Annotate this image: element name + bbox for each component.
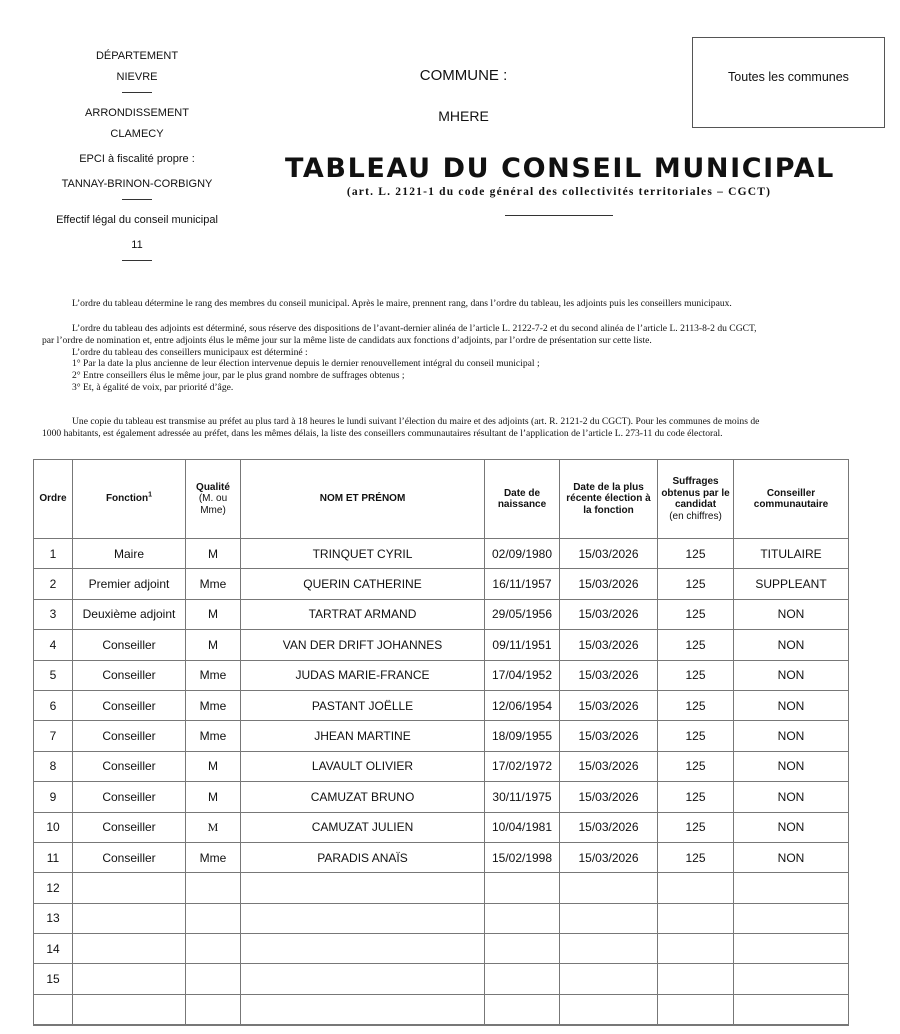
table-row — [34, 721, 849, 751]
cell-election: 15/03/2026 — [560, 751, 658, 781]
footnote-marker: 1 — [148, 491, 153, 499]
cell-naissance: 17/02/1972 — [485, 751, 560, 781]
cell-naissance — [485, 903, 560, 933]
cell-ordre: 4 — [34, 630, 73, 660]
cell-qualite: Mme — [186, 842, 241, 872]
paragraph-line: 1000 habitants, est également adressée au préfet, dans les mêmes délais, la liste des conseillers communautaires résultant de l’application de l’article L. 273-11 du code électoral. — [42, 427, 723, 439]
page-subtitle: (art. L. 2121-1 du code général des collectivités territoriales – CGCT) — [346, 186, 772, 198]
cell-communautaire: NON — [734, 599, 849, 629]
cell-qualite: Mme — [186, 569, 241, 599]
cell-communautaire: NON — [734, 812, 849, 842]
cell-communautaire: NON — [734, 842, 849, 872]
title-divider — [505, 215, 613, 216]
cell-qualite: Mme — [186, 721, 241, 751]
table-row-empty — [34, 903, 849, 933]
cell-nom: QUERIN CATHERINE — [241, 569, 485, 599]
cell-naissance: 16/11/1957 — [485, 569, 560, 599]
header-nom: NOM ET PRÉNOM — [241, 460, 485, 539]
cell-naissance: 29/05/1956 — [485, 599, 560, 629]
table-row — [34, 630, 849, 660]
paragraph-line: 2° Entre conseillers élus le même jour, par le plus grand nombre de suffrages obtenus ; — [72, 370, 405, 382]
cell-ordre: 11 — [34, 842, 73, 872]
cell-fonction — [73, 903, 186, 933]
cell-ordre: 13 — [34, 903, 73, 933]
scope-text: Toutes les communes — [728, 70, 849, 84]
cell-fonction: Conseiller — [73, 782, 186, 812]
cell-ordre: 8 — [34, 751, 73, 781]
effectif-value: 11 — [131, 239, 143, 251]
cell-suffrages — [658, 903, 734, 933]
page-title: TABLEAU DU CONSEIL MUNICIPAL — [285, 153, 835, 184]
table-header-row — [34, 460, 849, 539]
cell-election — [560, 994, 658, 1025]
cell-election: 15/03/2026 — [560, 539, 658, 569]
header-suffrages-label: Suffrages obtenus par le candidat — [661, 476, 730, 510]
divider — [122, 260, 152, 261]
commune-name: MHERE — [438, 108, 489, 124]
cell-election: 15/03/2026 — [560, 782, 658, 812]
cell-ordre: 5 — [34, 660, 73, 690]
header-ordre: Ordre — [34, 460, 73, 539]
header-qualite — [186, 460, 241, 539]
header-suffrages-sub: (en chiffres) — [669, 510, 722, 522]
table-row — [34, 782, 849, 812]
table-row-empty — [34, 964, 849, 994]
cell-qualite — [186, 903, 241, 933]
header-fonction-label: Fonction — [105, 493, 149, 505]
departement-value: NIEVRE — [116, 71, 158, 83]
departement-label: DÉPARTEMENT — [95, 50, 179, 62]
paragraph-line: L’ordre du tableau détermine le rang des membres du conseil municipal. Après le maire, prennent rang, dans l’ordre du tableau, les adjoints puis les conseillers municipaux. — [72, 298, 732, 309]
effectif-label: Effectif légal du conseil municipal — [56, 214, 218, 226]
cell-qualite — [186, 994, 241, 1025]
cell-qualite — [186, 934, 241, 964]
cell-fonction — [73, 934, 186, 964]
cell-naissance: 12/06/1954 — [485, 690, 560, 720]
table-row — [34, 599, 849, 629]
cell-fonction: Conseiller — [73, 751, 186, 781]
cell-nom: CAMUZAT JULIEN — [241, 812, 485, 842]
cell-nom — [241, 873, 485, 903]
cell-qualite: M — [186, 630, 241, 660]
cell-fonction: Conseiller — [73, 812, 186, 842]
cell-qualite: M — [186, 751, 241, 781]
cell-nom — [241, 994, 485, 1025]
cell-fonction — [73, 873, 186, 903]
cell-nom: PASTANT JOËLLE — [241, 690, 485, 720]
cell-suffrages: 125 — [658, 812, 734, 842]
cell-nom: TARTRAT ARMAND — [241, 599, 485, 629]
cell-suffrages: 125 — [658, 539, 734, 569]
cell-naissance: 09/11/1951 — [485, 630, 560, 660]
cell-election: 15/03/2026 — [560, 842, 658, 872]
table-row-empty — [34, 873, 849, 903]
cell-election: 15/03/2026 — [560, 721, 658, 751]
cell-nom — [241, 964, 485, 994]
cell-ordre: 9 — [34, 782, 73, 812]
cell-ordre: 3 — [34, 599, 73, 629]
paragraph-line: par l’ordre de nomination et, entre adjoints élus le même jour sur la même liste de candidats aux fonctions d’adjoints, par l’ordre de présentation sur cette liste. — [42, 334, 652, 346]
epci-value: TANNAY-BRINON-CORBIGNY — [61, 178, 213, 190]
cell-fonction — [73, 994, 186, 1025]
cell-nom: PARADIS ANAÏS — [241, 842, 485, 872]
cell-communautaire: NON — [734, 751, 849, 781]
cell-qualite — [186, 964, 241, 994]
cell-election: 15/03/2026 — [560, 690, 658, 720]
cell-election: 15/03/2026 — [560, 812, 658, 842]
table-row — [34, 842, 849, 872]
cell-fonction: Deuxième adjoint — [73, 599, 186, 629]
cell-election — [560, 873, 658, 903]
cell-suffrages: 125 — [658, 751, 734, 781]
cell-nom: CAMUZAT BRUNO — [241, 782, 485, 812]
commune-label: COMMUNE : — [419, 67, 508, 84]
cell-ordre: 2 — [34, 569, 73, 599]
cell-qualite: Mme — [186, 690, 241, 720]
cell-election: 15/03/2026 — [560, 660, 658, 690]
cell-communautaire — [734, 903, 849, 933]
cell-ordre: 1 — [34, 539, 73, 569]
epci-label: EPCI à fiscalité propre : — [79, 153, 195, 165]
cell-communautaire — [734, 994, 849, 1025]
header-qualite-sub: (M. ou Mme) — [198, 493, 228, 516]
cell-election: 15/03/2026 — [560, 630, 658, 660]
paragraph-order — [42, 298, 852, 310]
cell-ordre: 12 — [34, 873, 73, 903]
cell-communautaire: NON — [734, 782, 849, 812]
table-row — [34, 539, 849, 569]
cell-communautaire — [734, 873, 849, 903]
cell-ordre: 14 — [34, 934, 73, 964]
cell-suffrages: 125 — [658, 721, 734, 751]
cell-ordre — [34, 994, 73, 1025]
paragraph-adjoints — [42, 323, 852, 394]
cell-nom — [241, 903, 485, 933]
table-row-empty — [34, 934, 849, 964]
table-row — [34, 690, 849, 720]
cell-communautaire: NON — [734, 690, 849, 720]
header-qualite-label: Qualité — [196, 481, 230, 493]
cell-qualite: M — [186, 782, 241, 812]
table-row-empty — [34, 994, 849, 1025]
paragraph-line: 3° Et, à égalité de voix, par priorité d’âge. — [72, 381, 234, 393]
cell-qualite: Mme — [186, 660, 241, 690]
cell-nom: TRINQUET CYRIL — [241, 539, 485, 569]
cell-communautaire: NON — [734, 660, 849, 690]
cell-fonction — [73, 964, 186, 994]
cell-naissance: 18/09/1955 — [485, 721, 560, 751]
cell-communautaire: SUPPLEANT — [734, 569, 849, 599]
council-table — [33, 459, 849, 1026]
cell-nom: JHEAN MARTINE — [241, 721, 485, 751]
table-row — [34, 569, 849, 599]
header-naissance: Date de naissance — [485, 460, 560, 539]
paragraph-line: 1° Par la date la plus ancienne de leur élection intervenue depuis le dernier renouvellement intégral du conseil municipal ; — [72, 358, 540, 370]
cell-ordre: 6 — [34, 690, 73, 720]
cell-election — [560, 903, 658, 933]
cell-naissance — [485, 873, 560, 903]
scope-box — [692, 37, 885, 128]
cell-qualite: M — [186, 599, 241, 629]
cell-suffrages: 125 — [658, 630, 734, 660]
cell-communautaire — [734, 934, 849, 964]
paragraph-line: L’ordre du tableau des adjoints est déterminé, sous réserve des dispositions de l’avant-dernier alinéa de l’article L. 2122-7-2 et du second alinéa de l’article L. 2113-8-2 du CGCT, — [72, 323, 757, 334]
cell-fonction: Conseiller — [73, 842, 186, 872]
cell-naissance: 15/02/1998 — [485, 842, 560, 872]
cell-fonction: Conseiller — [73, 721, 186, 751]
cell-naissance: 10/04/1981 — [485, 812, 560, 842]
cell-communautaire: NON — [734, 630, 849, 660]
cell-fonction: Conseiller — [73, 690, 186, 720]
header-election: Date de la plus récente élection à la fonction — [560, 460, 658, 539]
cell-naissance: 17/04/1952 — [485, 660, 560, 690]
cell-election: 15/03/2026 — [560, 599, 658, 629]
cell-suffrages — [658, 934, 734, 964]
divider — [122, 92, 152, 93]
cell-communautaire: NON — [734, 721, 849, 751]
cell-election — [560, 964, 658, 994]
paragraph-transmission — [42, 416, 852, 440]
cell-ordre: 15 — [34, 964, 73, 994]
cell-nom: VAN DER DRIFT JOHANNES — [241, 630, 485, 660]
cell-fonction: Premier adjoint — [73, 569, 186, 599]
cell-suffrages: 125 — [658, 690, 734, 720]
table-row — [34, 660, 849, 690]
cell-suffrages: 125 — [658, 782, 734, 812]
paragraph-line: Une copie du tableau est transmise au préfet au plus tard à 18 heures le lundi suivant l’élection du maire et des adjoints (art. R. 2121-2 du CGCT). Pour les communes de moins de — [72, 416, 760, 427]
cell-ordre: 7 — [34, 721, 73, 751]
cell-suffrages — [658, 964, 734, 994]
cell-suffrages — [658, 873, 734, 903]
arrondissement-label: ARRONDISSEMENT — [85, 107, 189, 119]
cell-suffrages — [658, 994, 734, 1025]
table-row — [34, 751, 849, 781]
cell-fonction: Maire — [73, 539, 186, 569]
cell-naissance — [485, 964, 560, 994]
paragraph-line: L’ordre du tableau des conseillers municipaux est déterminé : — [72, 346, 308, 358]
cell-suffrages: 125 — [658, 599, 734, 629]
cell-suffrages: 125 — [658, 569, 734, 599]
cell-naissance: 02/09/1980 — [485, 539, 560, 569]
header-suffrages — [658, 460, 734, 539]
cell-naissance — [485, 994, 560, 1025]
cell-suffrages: 125 — [658, 660, 734, 690]
cell-nom — [241, 934, 485, 964]
cell-qualite: M — [186, 539, 241, 569]
cell-suffrages: 125 — [658, 842, 734, 872]
administrative-info — [37, 48, 237, 273]
header-fonction — [73, 460, 186, 539]
cell-naissance — [485, 934, 560, 964]
cell-election — [560, 934, 658, 964]
cell-communautaire — [734, 964, 849, 994]
arrondissement-value: CLAMECY — [110, 128, 164, 140]
cell-communautaire: TITULAIRE — [734, 539, 849, 569]
divider — [122, 199, 152, 200]
cell-naissance: 30/11/1975 — [485, 782, 560, 812]
cell-qualite — [186, 873, 241, 903]
cell-fonction: Conseiller — [73, 630, 186, 660]
table-row — [34, 812, 849, 842]
cell-fonction: Conseiller — [73, 660, 186, 690]
cell-ordre: 10 — [34, 812, 73, 842]
cell-election: 15/03/2026 — [560, 569, 658, 599]
header-communautaire: Conseiller communautaire — [734, 460, 849, 539]
cell-nom: JUDAS MARIE-FRANCE — [241, 660, 485, 690]
cell-qualite: M — [186, 812, 241, 842]
cell-nom: LAVAULT OLIVIER — [241, 751, 485, 781]
